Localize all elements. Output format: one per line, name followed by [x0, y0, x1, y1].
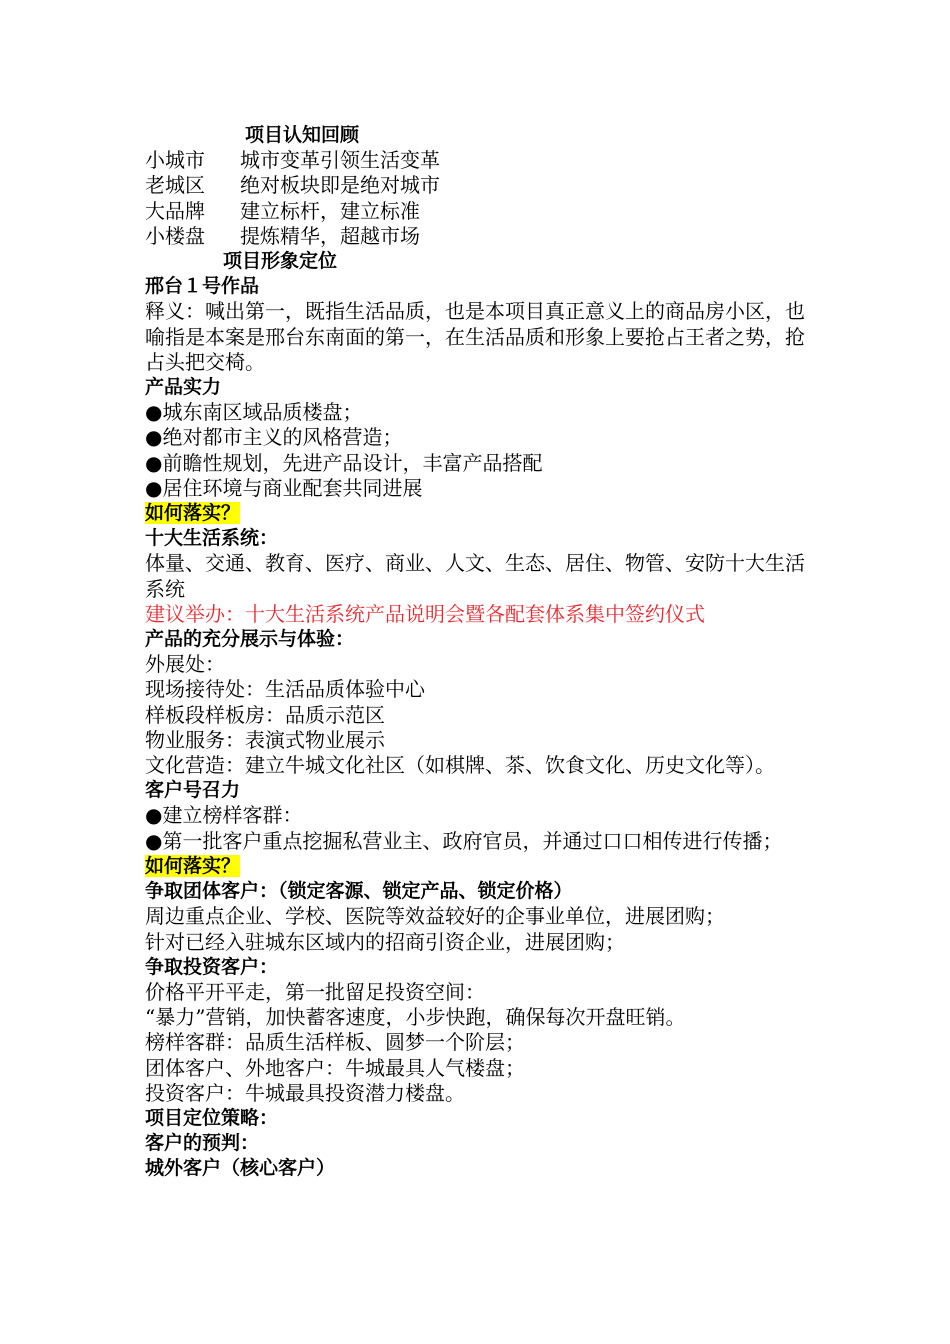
bullet-item: ●居住环境与商业配套共同进展: [145, 475, 423, 500]
cognition-value: 绝对板块即是绝对城市: [240, 173, 440, 198]
cognition-value: 提炼精华，超越市场: [240, 223, 420, 248]
bullet-item: ●第一批客户重点挖掘私营业主、政府官员，并通过口口相传进行传播；: [145, 828, 783, 853]
how-to-implement-highlight: 如何落实？: [145, 854, 241, 877]
suggestion-line: 建议举办：十大生活系统产品说明会暨各配套体系集中签约仪式: [145, 601, 705, 626]
product-strength-title: 产品实力: [145, 376, 222, 399]
cognition-key: 大品牌: [145, 198, 205, 223]
display-item: 样板段样板房：品质示范区: [145, 702, 385, 727]
cognition-row: [145, 173, 810, 198]
customer-call-title: 客户号召力: [145, 779, 241, 802]
ten-systems-paragraph: 体量、交通、教育、医疗、商业、人文、生态、居住、物管、安防十大生活系统: [145, 551, 805, 601]
slogan: 邢台１号作品: [145, 275, 260, 298]
invest-item: 团体客户、外地客户：牛城最具人气楼盘；: [145, 1055, 525, 1080]
cognition-value: 城市变革引领生活变革: [240, 148, 440, 173]
strategy-title: 项目定位策略：: [145, 1106, 279, 1129]
display-title: 产品的充分展示与体验：: [145, 628, 355, 651]
bullet-item: ●建立榜样客群：: [145, 803, 303, 828]
cognition-key: 小城市: [145, 148, 205, 173]
display-item: 外展处：: [145, 652, 225, 677]
group-item: 针对已经入驻城东区域内的招商引资企业，进展团购；: [145, 929, 625, 954]
bullet-item: ●城东南区域品质楼盘；: [145, 400, 363, 425]
ten-systems-title: 十大生活系统：: [145, 527, 279, 550]
cognition-key: 小楼盘: [145, 223, 205, 248]
group-item: 周边重点企业、学校、医院等效益较好的企事业单位，进展团购；: [145, 904, 725, 929]
display-item: 物业服务：表演式物业展示: [145, 727, 385, 752]
display-item: 现场接待处：生活品质体验中心: [145, 677, 425, 702]
document-body: [145, 123, 810, 1182]
predict-title: 客户的预判：: [145, 1132, 260, 1155]
heading-image-positioning: 项目形象定位: [223, 250, 338, 273]
core-customer-title: 城外客户（核心客户）: [145, 1157, 336, 1180]
culture-paragraph: 文化营造：建立牛城文化社区（如棋牌、茶、饮食文化、历史文化等）。: [145, 753, 775, 778]
cognition-value: 建立标杆，建立标准: [240, 198, 420, 223]
cognition-row: [145, 224, 810, 249]
invest-item: 榜样客群：品质生活样板、圆梦一个阶层；: [145, 1030, 525, 1055]
group-customer-title: 争取团体客户：（锁定客源、锁定产品、锁定价格）: [145, 880, 573, 903]
cognition-key: 老城区: [145, 173, 205, 198]
cognition-row: [145, 199, 810, 224]
how-to-implement-highlight: 如何落实？: [145, 502, 241, 525]
bullet-item: ●前瞻性规划，先进产品设计，丰富产品搭配: [145, 450, 543, 475]
invest-item: 投资客户：牛城最具投资潜力楼盘。: [145, 1080, 465, 1105]
invest-customer-title: 争取投资客户：: [145, 955, 279, 978]
explanation-paragraph: 释义：喊出第一，既指生活品质，也是本项目真正意义上的商品房小区，也喻指是本案是邢台东南面的第一，在生活品质和形象上要抢占王者之势，抢占头把交椅。: [145, 299, 805, 374]
cognition-row: [145, 148, 810, 173]
invest-item: “暴力”营销，加快蓄客速度，小步快跑，确保每次开盘旺销。: [145, 1005, 686, 1030]
heading-project-cognition: 项目认知回顾: [245, 124, 360, 146]
invest-item: 价格平开平走，第一批留足投资空间：: [145, 979, 485, 1004]
bullet-item: ●绝对都市主义的风格营造；: [145, 425, 403, 450]
